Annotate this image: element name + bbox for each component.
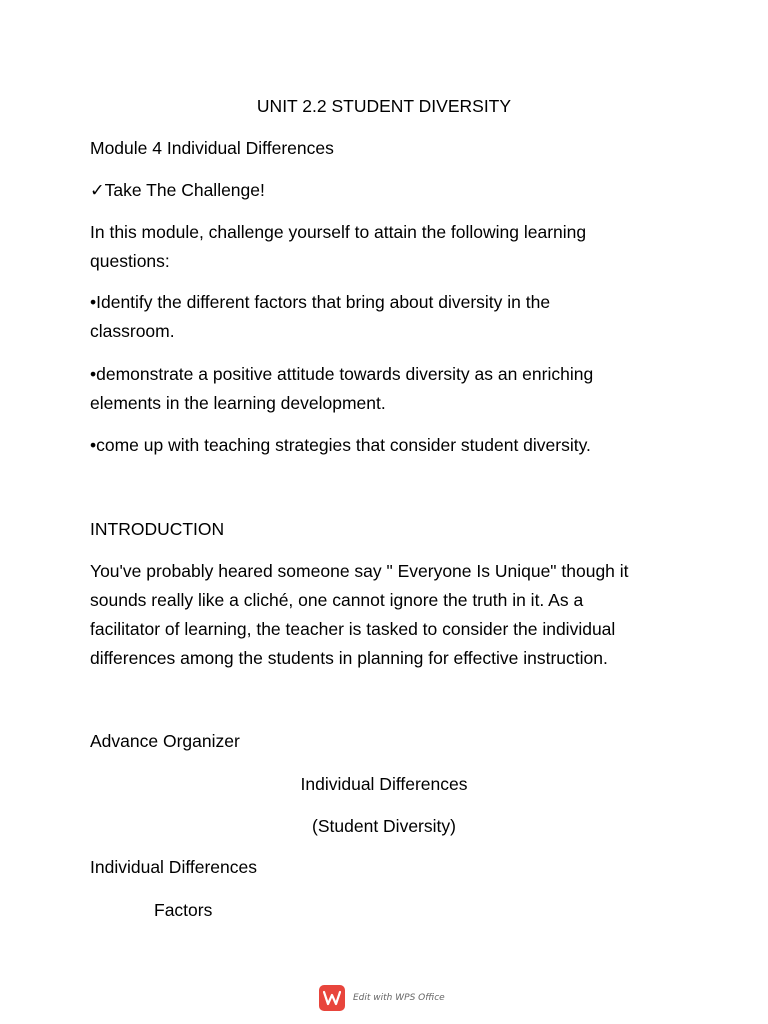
intro-paragraph bbox=[90, 218, 680, 276]
objective-line: •Identify the different factors that bring about diversity in the bbox=[90, 292, 551, 312]
objective-line: •come up with teaching strategies that consider student diversity. bbox=[90, 435, 591, 455]
objective-line: elements in the learning development. bbox=[90, 393, 386, 413]
introduction-line: You've probably heared someone say " Everyone Is Unique" though it bbox=[90, 561, 629, 581]
introduction-paragraph bbox=[90, 557, 680, 673]
objective-line: •demonstrate a positive attitude towards diversity as an enriching bbox=[90, 364, 594, 384]
wps-logo-icon bbox=[319, 985, 345, 1011]
challenge-heading bbox=[90, 176, 265, 205]
challenge-text: Take The Challenge! bbox=[104, 180, 265, 200]
wps-brand-text: Edit with WPS Office bbox=[353, 993, 445, 1003]
intro-line: In this module, challenge yourself to attain the following learning bbox=[90, 222, 587, 242]
objective-item bbox=[90, 288, 680, 346]
introduction-heading: INTRODUCTION bbox=[90, 519, 225, 539]
unit-title: UNIT 2.2 STUDENT DIVERSITY bbox=[256, 96, 512, 116]
advance-organizer-label: Advance Organizer bbox=[90, 731, 240, 751]
objective-item bbox=[90, 360, 680, 418]
organizer-subtitle: (Student Diversity) bbox=[312, 816, 456, 836]
module-title: Module 4 Individual Differences bbox=[90, 138, 334, 158]
wps-logo-glyph bbox=[323, 990, 341, 1006]
introduction-line: differences among the students in planning for effective instruction. bbox=[90, 648, 608, 668]
objective-line: classroom. bbox=[90, 321, 175, 341]
individual-differences-label: Individual Differences bbox=[90, 857, 257, 877]
introduction-line: facilitator of learning, the teacher is tasked to consider the individual bbox=[90, 619, 616, 639]
introduction-line: sounds really like a cliché, one cannot ignore the truth in it. As a bbox=[90, 590, 584, 610]
check-mark-icon: ✓ bbox=[90, 180, 105, 200]
organizer-title: Individual Differences bbox=[300, 774, 468, 794]
wps-footer bbox=[319, 984, 445, 1012]
factors-label: Factors bbox=[154, 900, 213, 920]
objective-item bbox=[90, 431, 680, 460]
intro-line: questions: bbox=[90, 251, 170, 271]
